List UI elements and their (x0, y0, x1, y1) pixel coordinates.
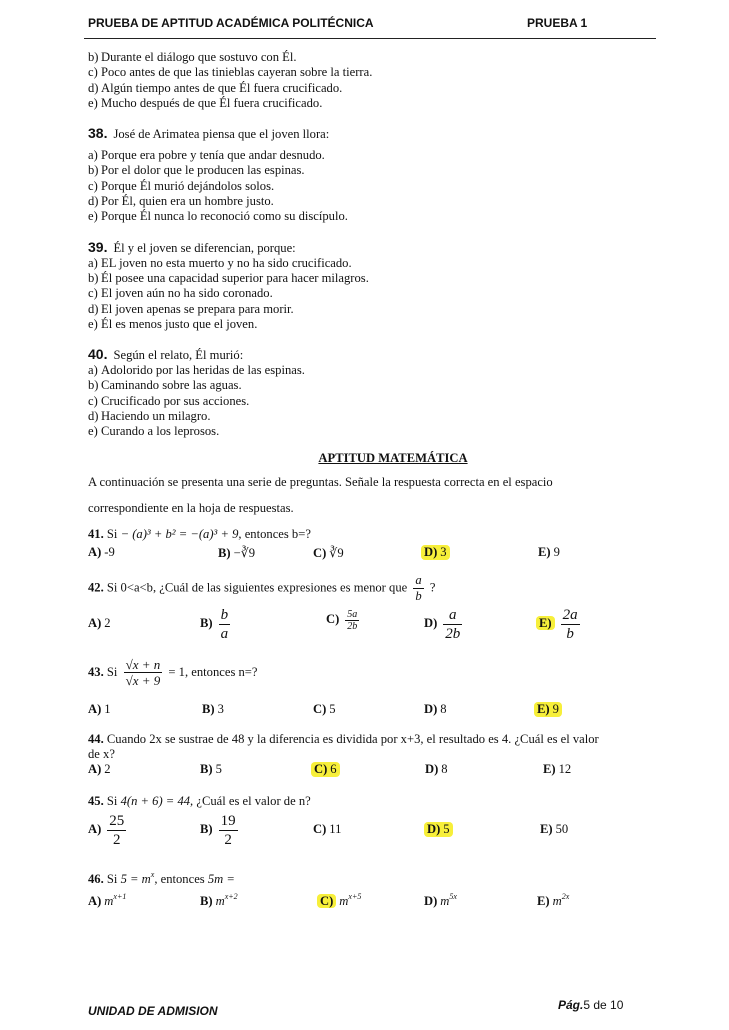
q45-answer-e: E) 50 (540, 821, 569, 836)
q38-option-c: c) Porque Él murió dejándolos solos. (88, 178, 275, 193)
q40-option-b: b) Caminando sobre las aguas. (88, 378, 242, 393)
q46-stem: 46. Si $5 = m^x$, entonces 5m = (88, 869, 235, 886)
q38-stem: 38. José de Arimatea piensa que el joven llora: (88, 125, 330, 142)
q38-option-e: e) Porque Él nunca lo reconoció como su discípulo. (88, 209, 348, 224)
footer-unit: UNIDAD DE ADMISION (88, 1004, 218, 1018)
q41-stem: 41. Si − (a)³ + b² = −(a)³ + 9, entonces b=? (88, 526, 311, 541)
q46-answer-c: C) $m^{x+5}$ (317, 892, 361, 909)
q45-answer-c: C) 11 (313, 821, 342, 836)
header-divider (84, 38, 656, 39)
q46-answer-e: E) $m^{2x}$ (537, 891, 570, 908)
q44-answer-c: C) 6 (311, 762, 340, 777)
q44 (88, 732, 658, 782)
q42-answer-d: D) $\frac{a}{2b}$ (424, 606, 461, 642)
q42-stem-fraction: $\frac{a}{b}$ (415, 572, 422, 603)
q43-answer-a: A) 1 (88, 701, 111, 716)
section-title: APTITUD MATEMÁTICA (318, 450, 468, 465)
q39-stem: 39. Él y el joven se diferencian, porque: (88, 238, 296, 255)
q44-answer-e: E) 12 (543, 761, 572, 776)
q39-option-c: c) El joven aún no ha sido coronado. (88, 286, 273, 301)
q44-answer-d: D) 8 (425, 761, 448, 776)
q46-answer-b: B) $m^{x+2}$ (200, 891, 238, 908)
q44-stem-continued: de x? (88, 746, 115, 761)
q42-answer-a: A) 2 (88, 615, 111, 630)
q37-options (88, 50, 658, 111)
q45 (88, 792, 658, 852)
q42-answer-e: E) $\frac{2a}{b}$ (536, 606, 583, 643)
q40-option-c: c) Crucificado por sus acciones. (88, 393, 250, 408)
q42 (88, 573, 658, 646)
q41-answer-d: D) 3 (421, 545, 450, 560)
page-number: Pág.5 de 10 (558, 998, 624, 1012)
q41-equation: − (a)³ + b² = −(a)³ + 9, (120, 526, 242, 541)
q46-answer-d: D) $m^{5x}$ (424, 891, 457, 908)
q41 (88, 525, 658, 565)
q38-option-d: d) Por Él, quien era un hombre justo. (88, 194, 274, 209)
q43-answer-e: E) 9 (534, 702, 562, 717)
q41-answer-a: A) -9 (88, 544, 115, 559)
q46-answer-a: A) $m^{x+1}$ (88, 891, 127, 908)
q42-stem: 42. Si 0<a<b, ¿Cuál de las siguientes expresiones es menor que $\frac{a}{b}$ ? (88, 572, 436, 603)
q43-fraction: $\frac{√x + n}{√x + 9}$ (125, 657, 161, 689)
q37-option-b: b) Durante el diálogo que sostuvo con Él. (88, 50, 297, 64)
header-title: PRUEBA DE APTITUD ACADÉMICA POLITÉCNICA (88, 16, 374, 30)
q43-answers (88, 702, 658, 722)
q45-answer-d: D) 5 (424, 822, 453, 837)
page-content (88, 50, 658, 912)
q42-answers (88, 606, 658, 646)
q39-options (88, 256, 658, 332)
q43-answer-c: C) 5 (313, 701, 336, 716)
q39-option-b: b) Él posee una capacidad superior para hacer milagros. (88, 270, 369, 285)
q39-option-d: d) El joven apenas se prepara para morir. (88, 301, 294, 316)
header-test-number: PRUEBA 1 (527, 16, 588, 30)
page-header (88, 14, 655, 38)
q44-answers (88, 762, 658, 782)
section-intro: A continuación se presenta una serie de preguntas. Señale la respuesta correcta en el espacio correspondiente en la hoja de respuestas. (88, 474, 553, 515)
q40-option-d: d) Haciendo un milagro. (88, 409, 211, 424)
q44-answer-b: B) 5 (200, 761, 222, 776)
q45-answers (88, 812, 658, 852)
q44-answer-a: A) 2 (88, 761, 111, 776)
q39-option-a: a) EL joven no esta muerto y no ha sido crucificado. (88, 255, 352, 270)
q40-options (88, 363, 658, 439)
q38-options (88, 148, 658, 224)
q40-stem: 40. Según el relato, Él murió: (88, 346, 244, 363)
q38-option-a: a) Porque era pobre y tenía que andar desnudo. (88, 148, 325, 163)
q37-option-d: d) Algún tiempo antes de que Él fuera crucificado. (88, 80, 343, 95)
q37-option-e: e) Mucho después de que Él fuera crucificado. (88, 95, 323, 110)
q41-answer-b: B) −∛9 (218, 545, 256, 560)
q45-stem: 45. Si 4(n + 6) = 44, ¿Cuál es el valor de n? (88, 793, 311, 808)
q43-answer-d: D) 8 (424, 701, 447, 716)
q43 (88, 652, 658, 722)
q45-answer-b: B) $\frac{19}{2}$ (200, 812, 236, 848)
q37-option-c: c) Poco antes de que las tinieblas cayeran sobre la tierra. (88, 65, 373, 80)
q39-option-e: e) Él es menos justo que el joven. (88, 316, 258, 331)
q43-answer-b: B) 3 (202, 701, 224, 716)
q46 (88, 866, 658, 912)
q41-answer-e: E) 9 (538, 544, 560, 559)
page-footer (88, 998, 658, 1018)
q38-option-b: b) Por el dolor que le producen las espinas. (88, 163, 305, 178)
q42-answer-b: B) $\frac{b}{a}$ (200, 606, 229, 642)
q41-answer-c: C) ∛9 (313, 545, 344, 560)
q42-answer-c: C) $\frac{5a}{2b}$ (326, 608, 358, 632)
q46-answers (88, 892, 658, 912)
q40-option-a: a) Adolorido por las heridas de las espinas. (88, 363, 305, 378)
q45-answer-a: A) $\frac{25}{2}$ (88, 812, 125, 848)
q43-stem: 43. Si $\frac{√x + n}{√x + 9}$ = 1, entonces n=? (88, 657, 258, 689)
q41-answers (88, 545, 658, 565)
q44-stem: 44. Cuando 2x se sustrae de 48 y la diferencia es dividida por x+3, el resultado es 4. ¿Cuál es el valor (88, 731, 599, 746)
q40-option-e: e) Curando a los leprosos. (88, 424, 220, 439)
